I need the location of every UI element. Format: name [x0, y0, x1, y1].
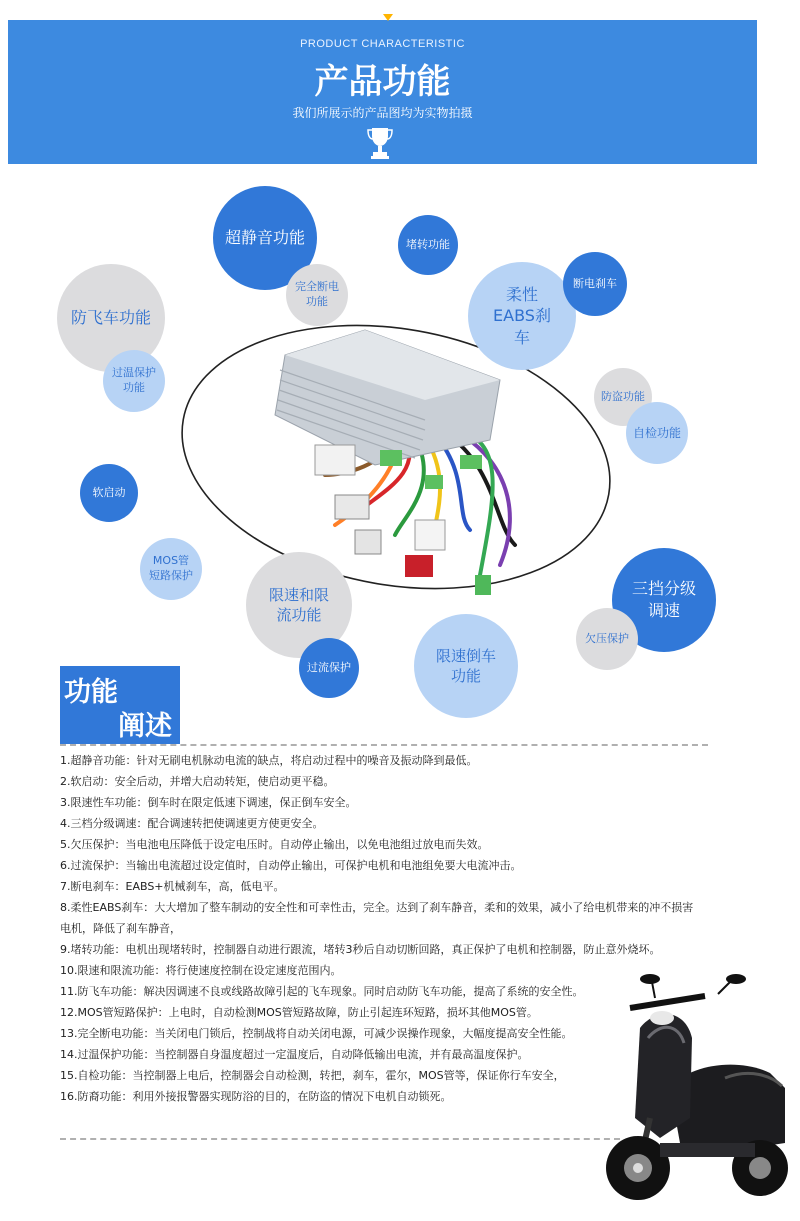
header-en-title: PRODUCT CHARACTERISTIC [300, 38, 465, 50]
feature-undervoltage: 欠压保护 [576, 608, 638, 670]
divider-top [60, 744, 708, 746]
list-item: 15.自检功能：当控制器上电后，控制器会自动检测，转把，刹车，霍尔，MOS管等，保证你行车安全， [60, 1069, 565, 1082]
list-item: 13.完全断电功能：当关闭电门锁后，控制战将自动关闭电源，可减少误操作现象，大幅度提高安全性能。 [60, 1027, 573, 1040]
header-subtitle: 我们所展示的产品图均为实物拍摄 [292, 106, 473, 120]
feature-self-check: 自检功能 [626, 402, 688, 464]
feature-anti-theft: 防盗功能 [594, 368, 652, 426]
list-item: 7.断电刹车：EABS+机械刹车，高，低电平。 [60, 880, 285, 893]
divider-bottom [60, 1138, 620, 1140]
list-item: 10.限速和限流功能：将行使速度控制在设定速度范围内。 [60, 964, 342, 977]
feature-full-power-off: 完全断电功能 [286, 264, 348, 326]
feature-stall: 堵转功能 [398, 215, 458, 275]
list-item: 9.堵转功能：电机出现堵转时，控制器自动进行跟流，堵转3秒后自动切断回路，真正保护了电机和控制器，防止意外烧坏。 [60, 943, 661, 956]
header-notch-icon [383, 14, 393, 21]
page-title: 产品功能 [314, 62, 451, 102]
trophy-icon [367, 126, 393, 160]
feature-three-speed: 三挡分级调速 [612, 548, 716, 652]
feature-soft-eabs-brake: 柔性EABS刹车 [468, 262, 576, 370]
list-item: 11.防飞车功能：解决因调速不良或线路故障引起的飞车现象。同时启动防飞车功能，提高了系统的安全性。 [60, 985, 584, 998]
feature-power-off-brake: 断电刹车 [563, 252, 627, 316]
list-item: 12.MOS管短路保护：上电时，自动检测MOS管短路故障，防止引起连环短路，损坏其他MOS管。 [60, 1006, 538, 1019]
list-item: 1.超静音功能：针对无刷电机脉动电流的缺点，将启动过程中的噪音及振动降到最低。 [60, 754, 478, 767]
feature-overcurrent: 过流保护 [299, 638, 359, 698]
feature-mos-short: MOS管短路保护 [140, 538, 202, 600]
list-item: 3.限速性车功能：倒车时在限定低速下调速，保正倒车安全。 [60, 796, 357, 809]
feature-reverse-limit: 限速倒车功能 [414, 614, 518, 718]
list-item: 8.柔性EABS刹车：大大增加了整车制动的安全性和可幸性击，完全。达到了刹车静音，柔和的效果，减小了给电机带来的冲不损害电机，降低了刹车静音， [60, 901, 694, 935]
description-tag-line2: 阐述 [118, 711, 172, 742]
feature-soft-start: 软启动 [80, 464, 138, 522]
list-item: 5.欠压保护：当电池电压降低于设定电压时。自动停止输出，以免电池组过放电而失效。 [60, 838, 489, 851]
list-item: 14.过温保护功能：当控制器自身温度超过一定温度后，自动降低输出电流，并有最高温度保护。 [60, 1048, 529, 1061]
feature-ultra-quiet: 超静音功能 [213, 186, 317, 290]
feature-speed-current-limit: 限速和限流功能 [246, 552, 352, 658]
scooter-image [600, 968, 788, 1206]
list-item: 6.过流保护：当输出电流超过设定值时，自动停止输出，可保护电机和电池组免要大电流冲击。 [60, 859, 522, 872]
description-tag-line1: 功能 [64, 677, 118, 708]
description-tag [60, 666, 180, 744]
list-item: 2.软启动：安全后动，并增大启动转矩，使启动更平稳。 [60, 775, 335, 788]
list-item: 4.三档分级调速：配合调速转把使调速更方使更安全。 [60, 817, 324, 830]
feature-over-temp: 过温保护功能 [103, 350, 165, 412]
feature-anti-runaway: 防飞车功能 [57, 264, 165, 372]
list-item: 16.防裔功能：利用外接报警器实现防浴的目的，在防盗的情况下电机自动锁死。 [60, 1090, 452, 1103]
